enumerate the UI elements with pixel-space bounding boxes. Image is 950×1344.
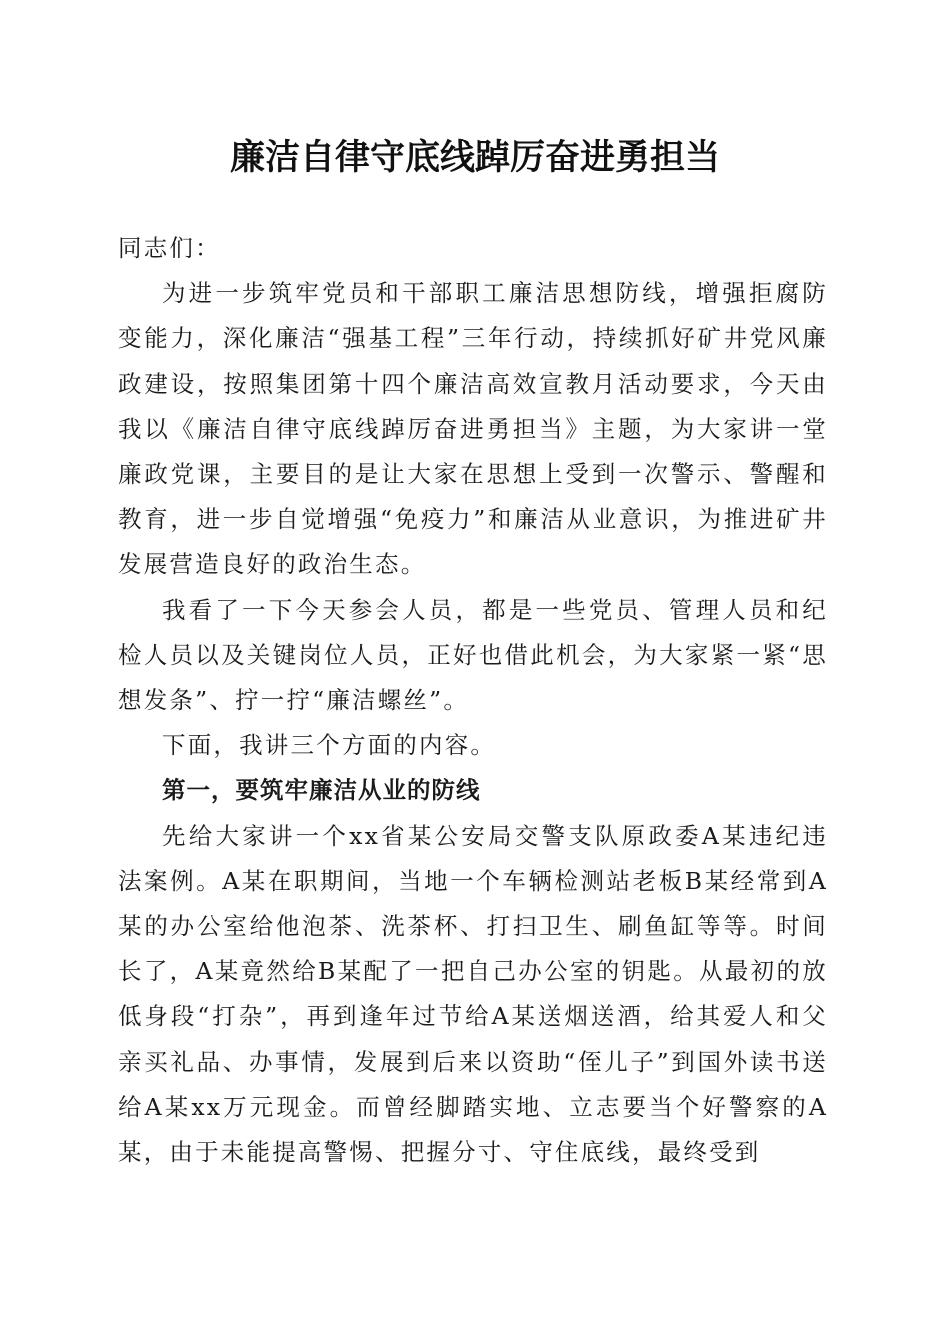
document-title: 廉洁自律守底线踔厉奋进勇担当 [229, 137, 720, 178]
intro-paragraph: 为进一步筑牢党员和干部职工廉洁思想防线，增强拒腐防变能力，深化廉洁“强基工程”三年行动，持续抓好矿井党风廉政建设，按照集团第十四个廉洁高效宣教月活动要求，今天由我以《廉洁自律守底线踔厉奋进勇担当》主题，为大家讲一堂廉政党课，主要目的是让大家在思想上受到一次警示、警醒和教育，进一步自觉增强“免疫力”和廉洁从业意识，为推进矿井发展营造良好的政治生态。 [118, 279, 828, 579]
outline-paragraph: 下面，我讲三个方面的内容。 [162, 731, 497, 760]
document-body [118, 226, 828, 1175]
section-heading: 第一，要筑牢廉洁从业的防线 [162, 776, 481, 805]
salutation: 同志们： [118, 234, 221, 262]
case-paragraph: 先给大家讲一个xx省某公安局交警支队原政委A某违纪违法案例。A某在职期间，当地一个车辆检测站老板B某经常到A某的办公室给他泡茶、洗茶杯、打扫卫生、刷鱼缸等等。时间长了，A某竟然给B某配了一把自己办公室的钥匙。从最初的放低身段“打杂”，再到逢年过节给A某送烟送酒，给其爱人和父亲买礼品、办事情，发展到后来以资助“侄儿子”到国外读书送给A某xx万元现金。而曾经脚踏实地、立志要当个好警察的A某，由于未能提高警惕、把握分寸、守住底线，最终受到 [118, 821, 828, 1167]
attendees-paragraph: 我看了一下今天参会人员，都是一些党员、管理人员和纪检人员以及关键岗位人员，正好也借此机会，为大家紧一紧“思想发条”、拧一拧“廉洁螺丝”。 [118, 595, 828, 715]
